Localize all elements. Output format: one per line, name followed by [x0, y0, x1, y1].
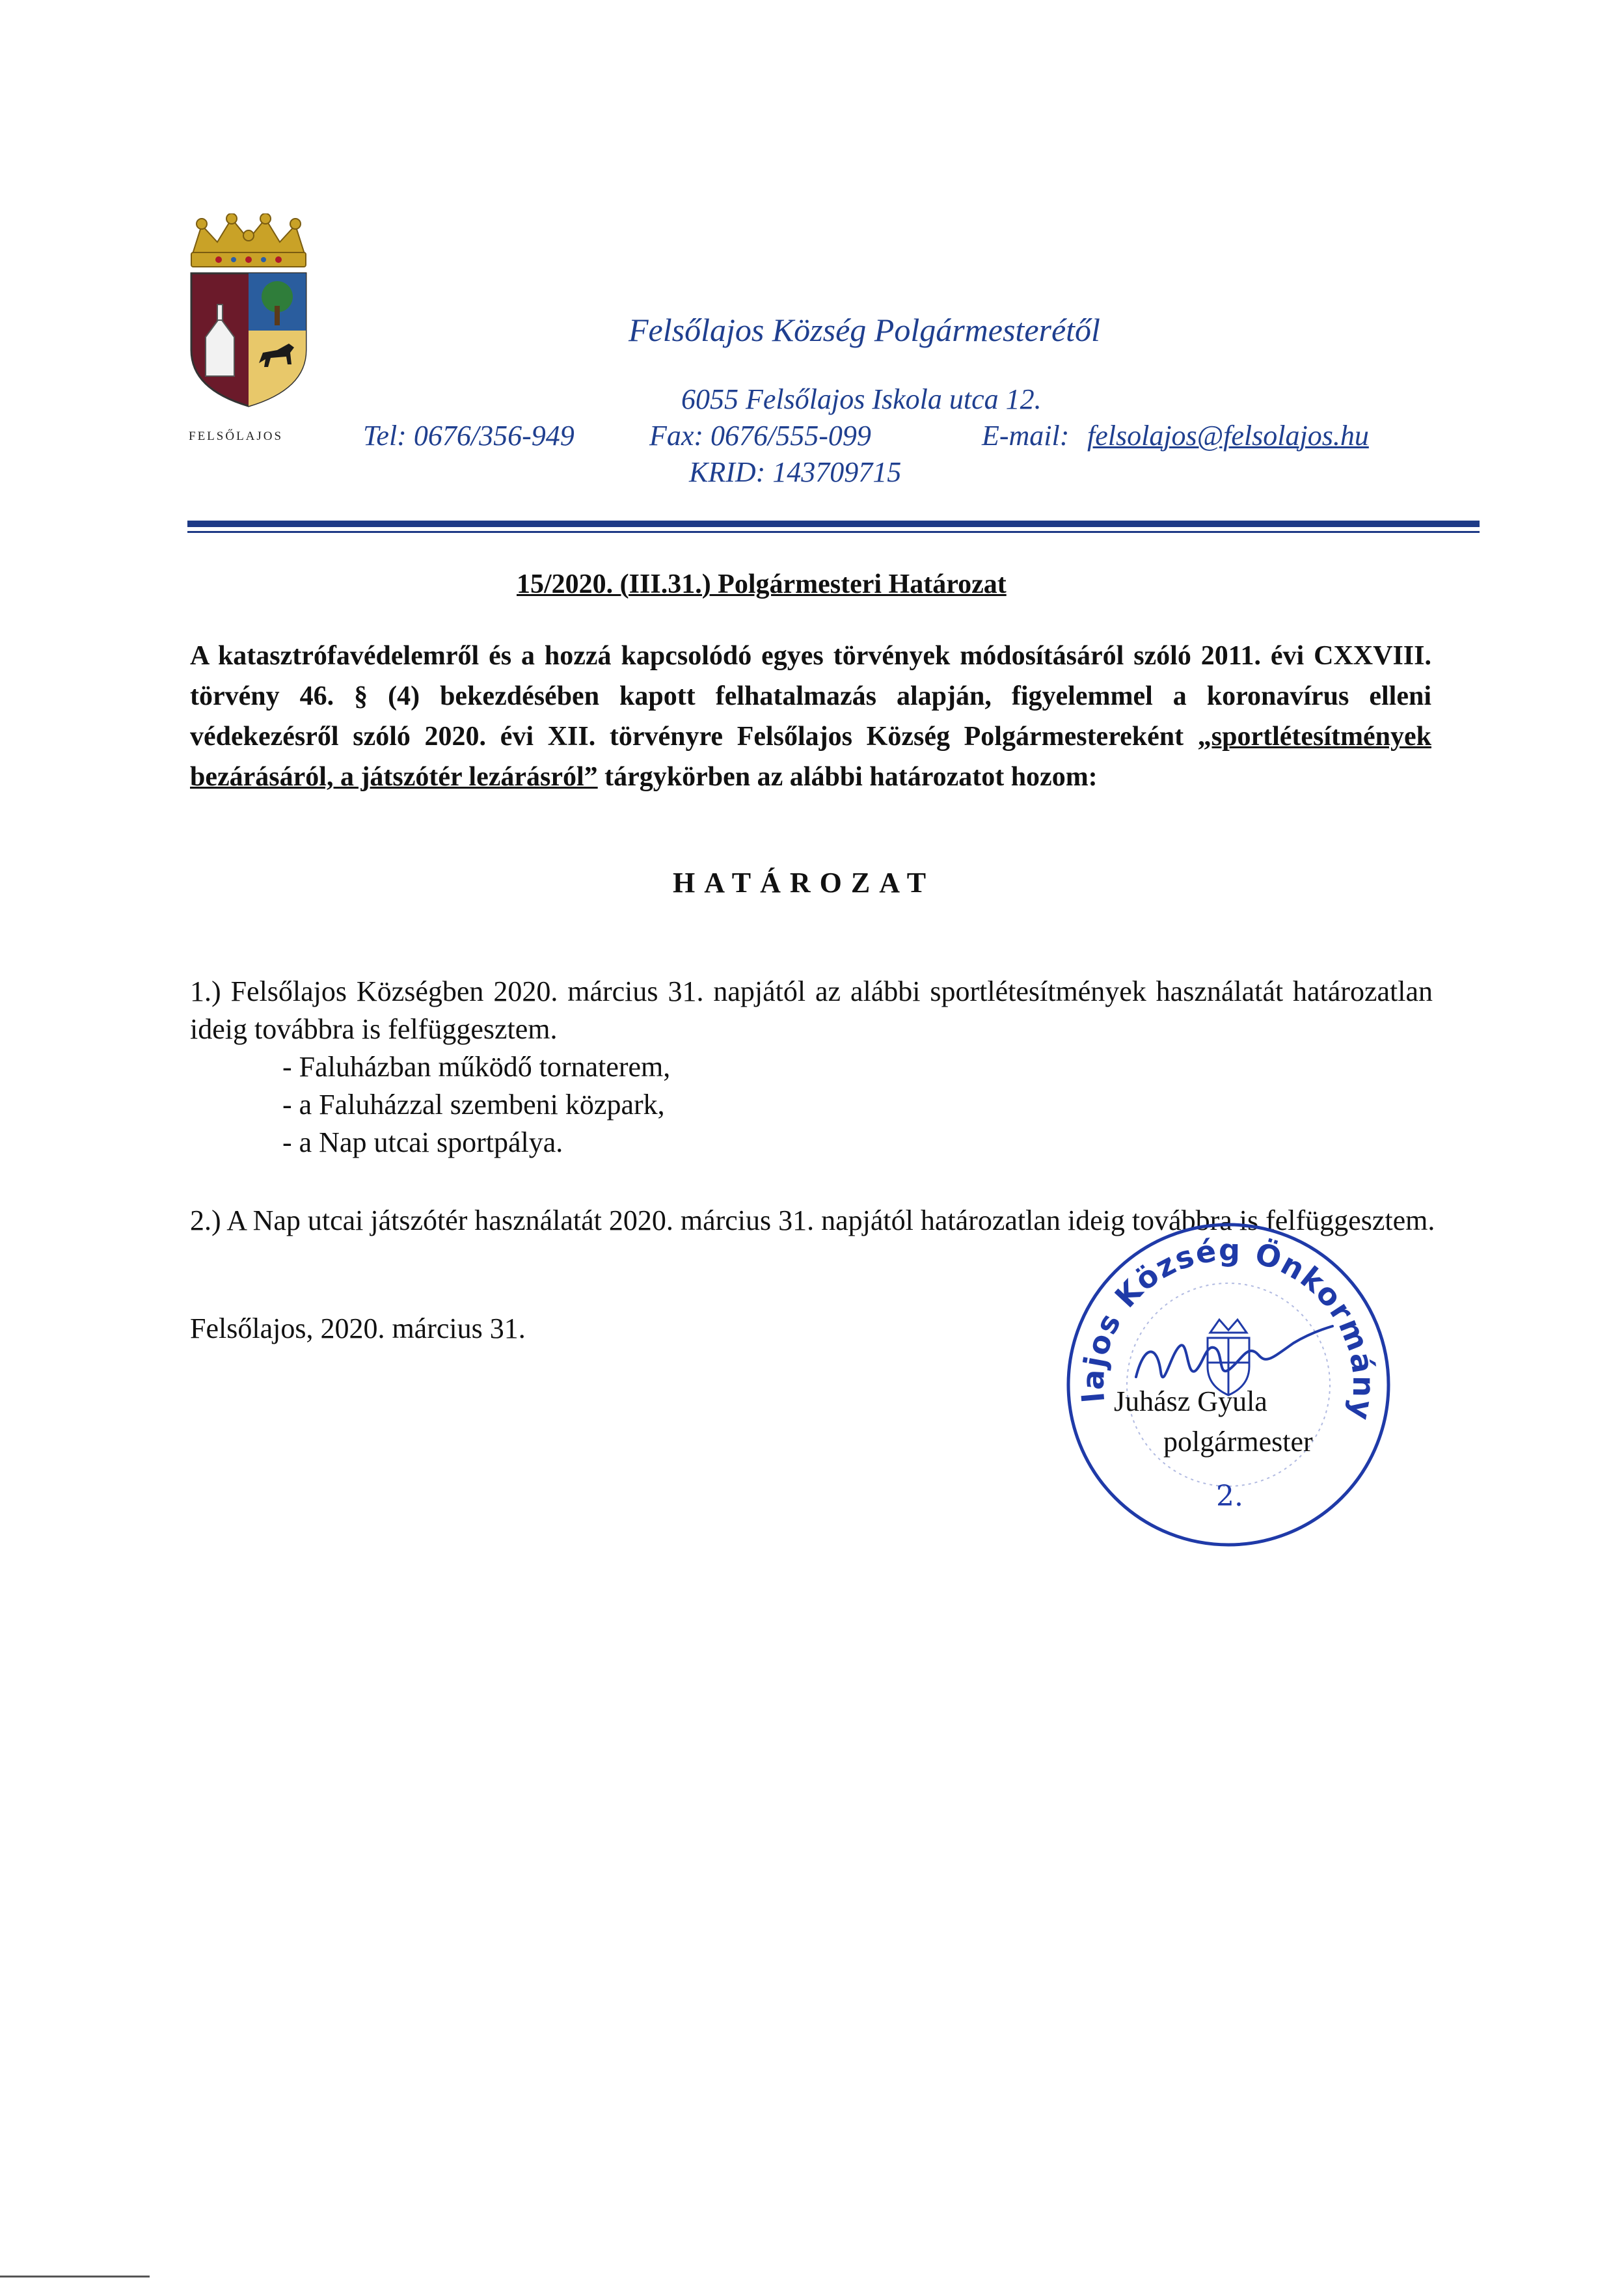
email-label: E-mail:: [982, 420, 1070, 452]
preamble-text-end: tárgykörben az alábbi határozatot hozom:: [597, 762, 1098, 792]
office-phone: Tel: 0676/356-949: [363, 420, 575, 452]
signer-name: Juhász Gyula: [1114, 1385, 1267, 1417]
list-item: - Faluházban működő tornaterem,: [282, 1051, 671, 1083]
email-link[interactable]: felsolajos@felsolajos.hu: [1087, 420, 1369, 452]
list-item: - a Faluházzal szembeni közpark,: [282, 1089, 665, 1121]
signer-title: polgármester: [1163, 1426, 1313, 1458]
office-title: Felsőlajos Község Polgármesterétől: [629, 312, 1100, 348]
header-divider-thick: [187, 521, 1480, 527]
scan-edge-line: [0, 2276, 150, 2277]
resolution-heading: HATÁROZAT: [673, 867, 936, 899]
list-item: - a Nap utcai sportpálya.: [282, 1126, 563, 1158]
stamp-text: lajos Község Önkormány: [1075, 1232, 1382, 1424]
crest-caption: FELSŐLAJOS: [189, 429, 284, 443]
preamble-subject: „sportlétesítmények bezárásáról, a játszótér lezárásról”: [190, 722, 1431, 792]
decision-title: 15/2020. (III.31.) Polgármesteri Határozat: [517, 569, 1007, 599]
coat-of-arms-logo: [180, 213, 318, 409]
office-address: 6055 Felsőlajos Iskola utca 12.: [681, 383, 1042, 415]
preamble-text: A katasztrófavédelemről és a hozzá kapcsolódó egyes törvények módosításáról szóló 2011. évi CXXVIII. törvény 46. § (4) bekezdésében kapott felhatalmazás alapján, figyelemmel a koronavírus elleni védekezésről szóló 2020. évi XII. törvényre Felsőlajos Község Polgármestereként: [190, 641, 1431, 752]
stamp-number: 2.: [1216, 1480, 1243, 1513]
office-krid: KRID: 143709715: [689, 456, 902, 488]
point-2-paragraph: 2.) A Nap utcai játszótér használatát 2020. március 31. napjától határozatlan ideig továbbra is felfüggesztem.: [190, 1204, 1435, 1236]
place-and-date: Felsőlajos, 2020. március 31.: [190, 1312, 526, 1344]
point-1-paragraph: 1.) Felsőlajos Községben 2020. március 31. napjától az alábbi sportlétesítmények használatát határozatlan ideig továbbra is felfüggesztem.: [190, 975, 1433, 1045]
signature-scribble-icon: [1136, 1326, 1333, 1377]
office-fax: Fax: 0676/555-099: [649, 420, 871, 452]
header-divider-thin: [187, 531, 1480, 533]
preamble-paragraph: [190, 636, 1431, 797]
